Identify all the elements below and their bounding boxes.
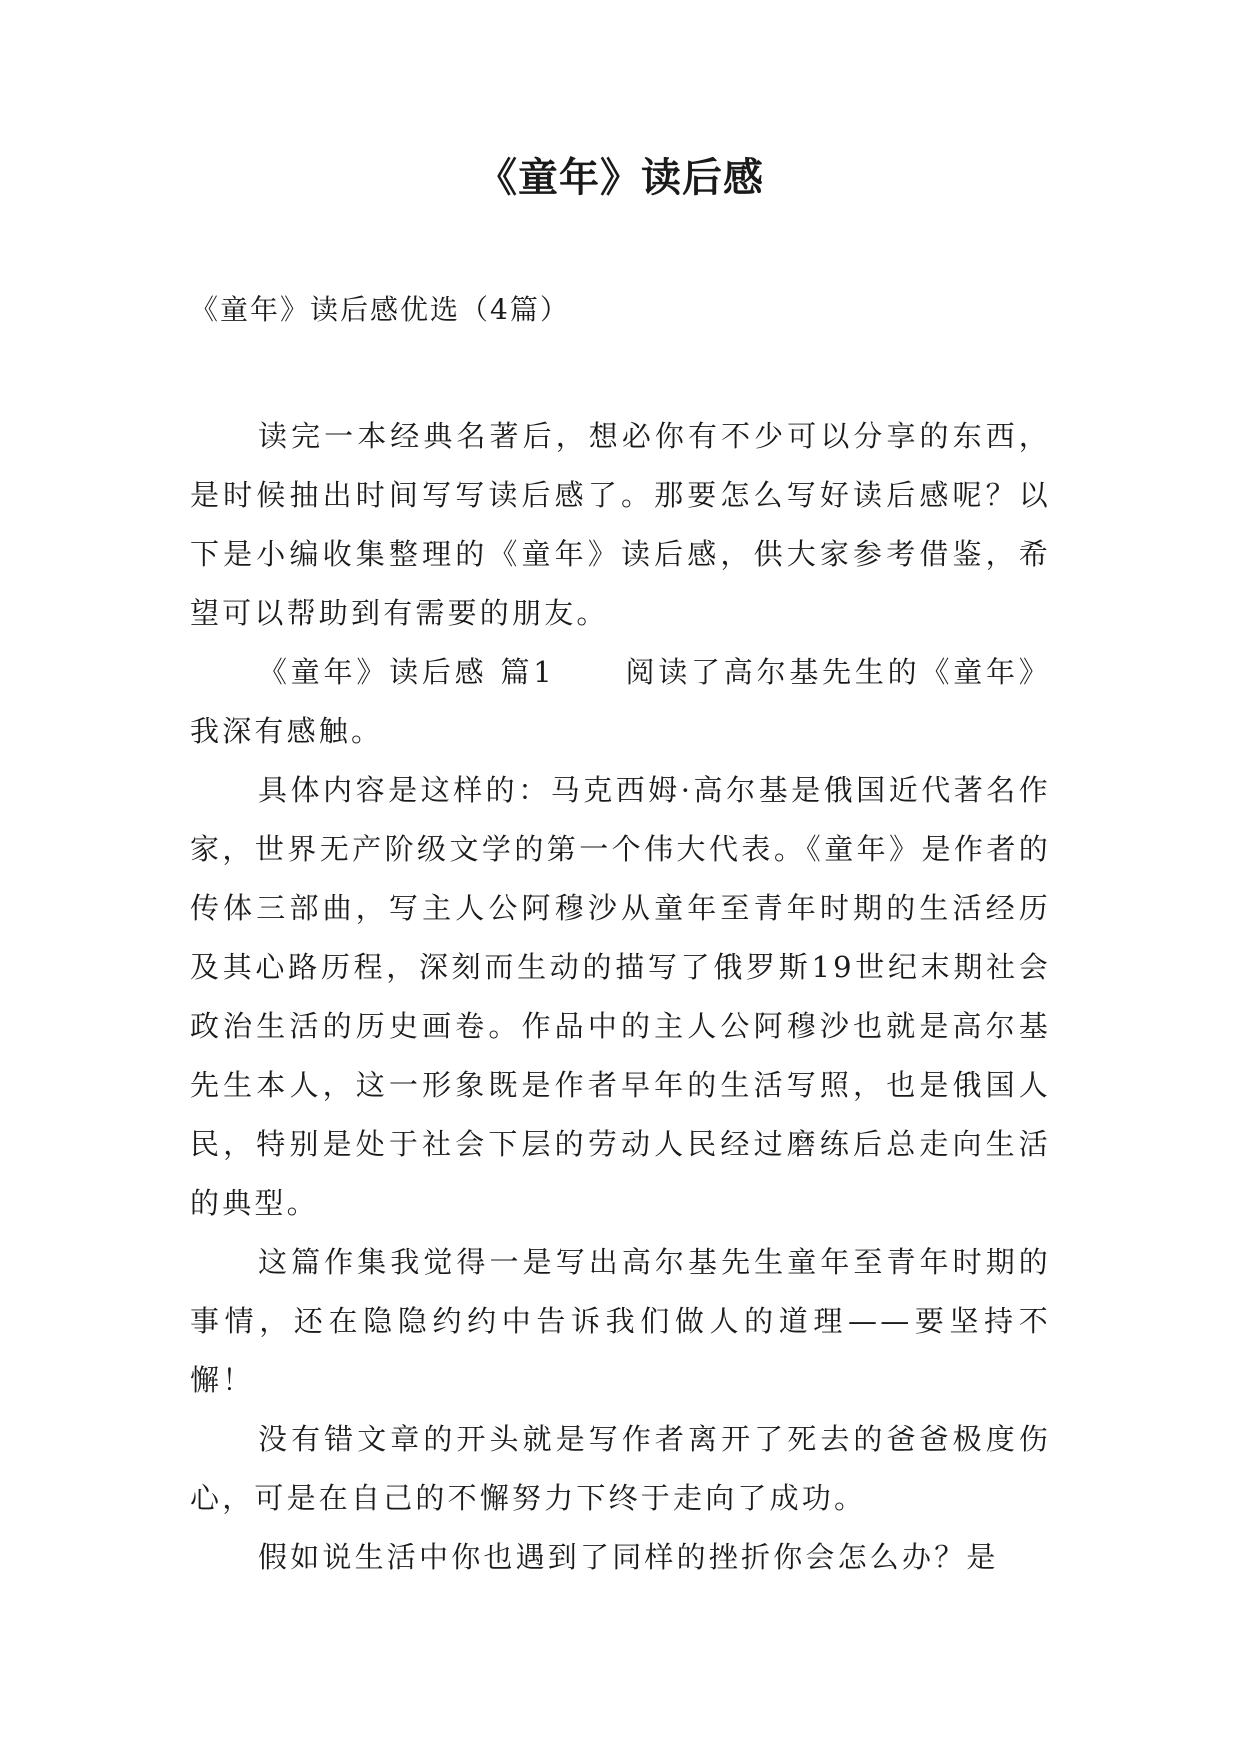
article-1-heading: 《童年》读后感 篇1: [258, 655, 555, 689]
body-paragraph-2: 这篇作集我觉得一是写出高尔基先生童年至青年时期的事情，还在隐隐约约中告诉我们做人的道理——要坚持不懈！: [190, 1245, 1051, 1397]
intro-paragraph: 读完一本经典名著后，想必你有不少可以分享的东西，是时候抽出时间写写读后感了。那要怎么写好读后感呢？以下是小编收集整理的《童年》读后感，供大家参考借鉴，希望可以帮助到有需要的朋友。: [190, 419, 1051, 630]
body-paragraph-1: 具体内容是这样的：马克西姆·高尔基是俄国近代著名作家，世界无产阶级文学的第一个伟大代表。《童年》是作者的传体三部曲，写主人公阿穆沙从童年至青年时期的生活经历及其心路历程，深刻而生动的描写了俄罗斯19世纪末期社会政治生活的历史画卷。作品中的主人公阿穆沙也就是高尔基先生本人，这一形象既是作者早年的生活写照，也是俄国人民，特别是处于社会下层的劳动人民经过磨练后总走向生活的典型。: [190, 773, 1051, 1220]
body-paragraph-4: 假如说生活中你也遇到了同样的挫折你会怎么办？是: [258, 1540, 999, 1574]
document-body: [190, 407, 1051, 1587]
article-1-opening: 阅读了高尔基先生的《童年》我深有感触。: [190, 655, 1051, 748]
document-title: 《童年》读后感: [477, 155, 764, 201]
document-subtitle: 《童年》读后感优选（4篇）: [190, 293, 570, 326]
article-1-opening-paragraph: [190, 643, 1051, 761]
body-paragraph-3: 没有错文章的开头就是写作者离开了死去的爸爸极度伤心，可是在自己的不懈努力下终于走向了成功。: [190, 1422, 1051, 1515]
